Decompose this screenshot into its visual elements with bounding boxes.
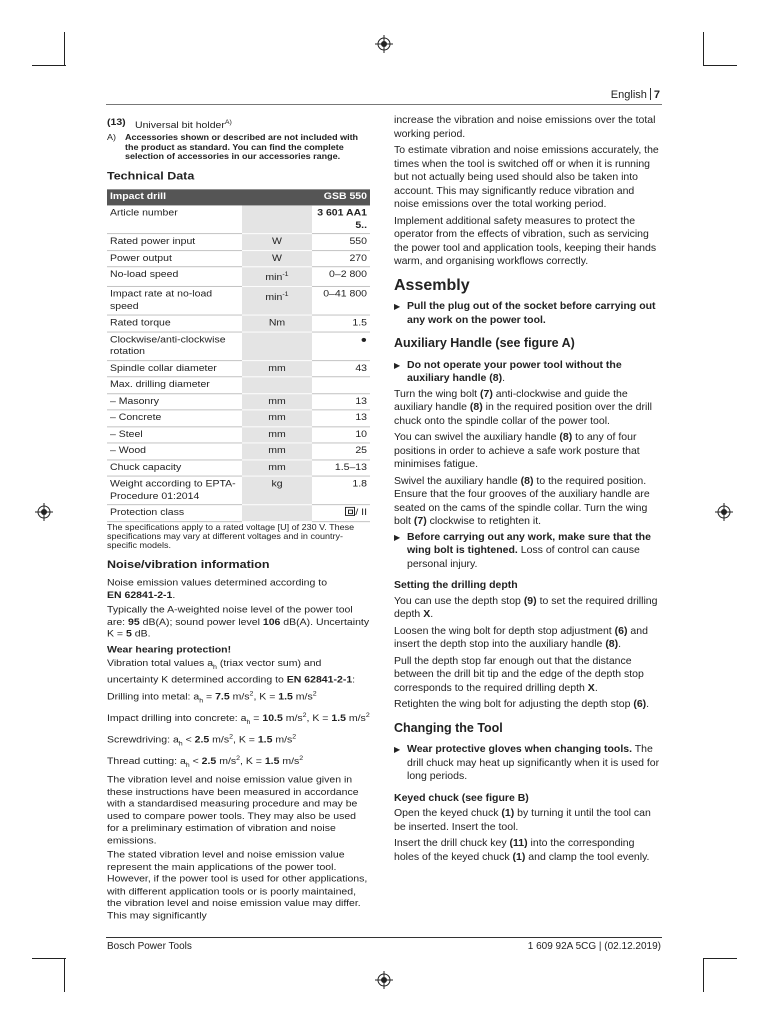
changing-tool-heading: Changing the Tool xyxy=(394,720,503,735)
spec-value: 270 xyxy=(312,250,370,267)
triangle-bullet-icon: ▶ xyxy=(394,745,401,754)
vibration-value-line: Screwdriving: $a_h < 2.5$ $m/s^2$, K = 1.5 $m/s^2$ xyxy=(107,734,297,748)
header-language: English xyxy=(610,89,647,101)
spec-unit: $\min^{-1}$ xyxy=(242,286,312,315)
spec-unit: Nm xyxy=(242,315,312,332)
table-row xyxy=(107,393,370,410)
triangle-bullet-icon: ▶ xyxy=(394,360,401,370)
spec-label: Rated power input xyxy=(107,234,242,251)
paragraph: You can swivel the auxiliary handle (8) to any of four positions in order to achieve a safe work posture that minimises fatigue. xyxy=(394,431,640,470)
registration-mark-icon xyxy=(375,971,393,989)
vibration-value-line: Impact drilling into concrete: $a_h = 10.5$ $m/s^2$, K = 1.5 $m/s^2$ xyxy=(107,712,370,726)
spec-value: ● xyxy=(312,332,370,361)
paragraph: Retighten the wing bolt for adjusting the depth stop (6). xyxy=(394,698,650,710)
paragraph: Swivel the auxiliary handle (8) to the required position. Ensure that the four grooves of the auxiliary handle are seated on the cams of the spindle collar. Turn the wing bolt (7) clockwise to retighten it. xyxy=(394,474,650,527)
footer-rule xyxy=(106,937,662,938)
spec-value: 3 601 AA1 5.. xyxy=(312,205,370,233)
auxiliary-handle-heading: Auxiliary Handle (see figure A) xyxy=(394,336,575,350)
keyed-chuck-heading: Keyed chuck (see figure B) xyxy=(394,791,529,804)
spec-value xyxy=(312,377,370,394)
spec-label: Weight according to EPTA-Procedure 01:2014 xyxy=(107,476,242,505)
spec-label: Protection class xyxy=(107,505,242,522)
paragraph: To estimate vibration and noise emissions accurately, the times when the tool is switched off or when it is running but not actually being used should also be taken into account. This may significantly reduce vibration and noise emissions over the total working period. xyxy=(394,144,659,210)
left-column xyxy=(107,116,370,922)
vibration-value-line: Thread cutting: $a_h < 2.5$ $m/s^2$, K = 1.5 $m/s^2$ xyxy=(107,755,304,770)
spec-label: Clockwise/anti-clockwise rotation xyxy=(107,332,242,361)
spec-unit: W xyxy=(242,234,312,251)
spec-unit xyxy=(242,505,312,522)
spec-value: 1.5–13 xyxy=(312,460,370,477)
table-header-product: Impact drill xyxy=(107,189,242,205)
paragraph: Loosen the wing bolt for depth stop adjustment (6) and insert the depth stop into the auxiliary handle (8). xyxy=(394,624,648,650)
triangle-bullet-icon: ▶ xyxy=(394,532,401,542)
spec-value: 550 xyxy=(312,234,370,251)
spec-unit: mm xyxy=(242,360,312,377)
spec-unit xyxy=(242,377,312,394)
crop-mark xyxy=(703,958,737,959)
spec-label: No-load speed xyxy=(107,267,242,287)
accessories-note: A) Accessories shown or described are not included with the product as standard. You can find the complete selection of accessories in our accessories range. xyxy=(107,132,359,161)
crop-mark xyxy=(703,65,737,66)
table-header-model: GSB 550 xyxy=(312,189,370,205)
spec-unit: mm xyxy=(242,460,312,477)
paragraph: You can use the depth stop (9) to set the required drilling depth X. xyxy=(394,594,658,620)
crop-mark xyxy=(32,65,66,66)
spec-value: 43 xyxy=(312,360,370,377)
spec-value: 1.8 xyxy=(312,476,370,505)
paragraph: Insert the drill chuck key (11) into the corresponding holes of the keyed chuck (1) and clamp the tool evenly. xyxy=(394,837,650,863)
noise-levels-paragraph: Typically the A-weighted noise level of the power tool are: 95 dB(A); sound power level 106 dB(A). Uncertainty K = 5 dB. xyxy=(107,604,370,640)
wear-hearing-protection: Wear hearing protection! xyxy=(107,644,232,655)
table-row xyxy=(107,410,370,427)
warning-bullet: ▶ Pull the plug out of the socket before carrying out any work on the power tool. xyxy=(394,300,656,326)
table-row xyxy=(107,250,370,267)
spec-unit xyxy=(242,332,312,361)
spec-unit xyxy=(242,205,312,233)
noise-paragraph: Noise emission values determined according to EN 62841-2-1. xyxy=(107,577,328,601)
protection-class-icon xyxy=(345,507,355,516)
page-header xyxy=(611,88,660,101)
spec-label: Rated torque xyxy=(107,315,242,332)
spec-label: – Concrete xyxy=(107,410,242,427)
spec-label: Impact rate at no-load speed xyxy=(107,286,242,315)
table-row xyxy=(107,315,370,332)
crop-mark xyxy=(703,958,704,992)
paragraph: Open the keyed chuck (1) by turning it until the tool can be inserted. Insert the tool. xyxy=(394,807,651,833)
spec-label: – Wood xyxy=(107,443,242,460)
footer-brand: Bosch Power Tools xyxy=(107,941,192,952)
spec-label: Chuck capacity xyxy=(107,460,242,477)
registration-mark-icon xyxy=(715,503,733,521)
table-row xyxy=(107,267,370,287)
table-row xyxy=(107,332,370,361)
vibration-value-line: Drilling into metal: $a_h = 7.5$ $m/s^2$, K = 1.5 $m/s^2$ xyxy=(107,691,317,705)
table-row xyxy=(107,286,370,315)
spec-value: 0–41 800 xyxy=(312,286,370,315)
table-row xyxy=(107,234,370,251)
spec-label: Max. drilling diameter xyxy=(107,377,242,394)
spec-unit: mm xyxy=(242,393,312,410)
spec-value: 25 xyxy=(312,443,370,460)
table-row xyxy=(107,426,370,443)
spec-label: Power output xyxy=(107,250,242,267)
warning-bullet: ▶ Before carrying out any work, make sure that the wing bolt is tightened. Loss of control can cause personal injury. xyxy=(394,530,651,570)
page-number: 7 xyxy=(653,89,660,101)
item-13: (13) Universal bit holder$^{A)}$ xyxy=(107,116,232,131)
registration-mark-icon xyxy=(35,503,53,521)
table-row xyxy=(107,443,370,460)
paragraph: Pull the depth stop far enough out that the distance between the drill bit tip and the edge of the depth stop corresponds to the required drilling depth X. xyxy=(394,654,644,694)
paragraph: Turn the wing bolt (7) anti-clockwise and guide the auxiliary handle (8) in the required position over the drill chuck onto the spindle collar of the power tool. xyxy=(394,387,652,427)
vibration-paragraph-2: The vibration level and noise emission value given in these instructions have been measured in accordance with a standardised measuring procedure and may be used to compare power tools. They may also be used for a preliminary estimation of vibration and noise emissions. xyxy=(107,774,359,846)
spec-value: 13 xyxy=(312,410,370,427)
noise-heading: Noise/vibration information xyxy=(107,557,270,570)
spec-unit: mm xyxy=(242,410,312,427)
crop-mark xyxy=(64,958,65,992)
assembly-heading: Assembly xyxy=(394,276,470,294)
spec-value: 0–2 800 xyxy=(312,267,370,287)
right-column xyxy=(394,114,662,864)
spec-unit: mm xyxy=(242,426,312,443)
spec-label: Spindle collar diameter xyxy=(107,360,242,377)
paragraph: increase the vibration and noise emissions over the total working period. xyxy=(394,114,656,140)
table-footnote: The specifications apply to a rated voltage [U] of 230 V. These specifications may vary at different voltages and in country-specific models. xyxy=(107,522,355,550)
drilling-depth-heading: Setting the drilling depth xyxy=(394,579,518,591)
spec-label: Article number xyxy=(107,205,242,233)
table-row xyxy=(107,377,370,394)
spec-value: 13 xyxy=(312,393,370,410)
paragraph: Implement additional safety measures to protect the operator from the effects of vibration, such as servicing the power tool and application tools, keeping their hands warm, and organising workflows correctly. xyxy=(394,214,657,267)
spec-value: / II xyxy=(312,505,370,522)
table-row xyxy=(107,205,370,233)
crop-mark xyxy=(64,32,65,66)
vibration-paragraph-3: The stated vibration level and noise emission value represent the main applications of the power tool. However, if the power tool is used for other applications, with different application tools or is poorly maintained, the vibration level and noise emission value may differ. This may significantly xyxy=(107,849,368,922)
spec-unit: $\min^{-1}$ xyxy=(242,267,312,287)
vibration-paragraph: Vibration total values $a_h$ (triax vector sum) and uncertainty K determined according to EN 62841-2-1: xyxy=(107,658,356,685)
header-rule xyxy=(106,104,662,105)
spec-unit: kg xyxy=(242,476,312,505)
spec-value: 10 xyxy=(312,426,370,443)
vibration-values xyxy=(107,689,370,773)
spec-unit: W xyxy=(242,250,312,267)
table-row xyxy=(107,505,370,522)
table-row xyxy=(107,476,370,505)
spec-label: – Steel xyxy=(107,426,242,443)
table-row xyxy=(107,360,370,377)
crop-mark xyxy=(32,958,66,959)
warning-bullet: ▶ Wear protective gloves when changing tools. The drill chuck may heat up significantly when it is used for long periods. xyxy=(394,743,660,782)
crop-mark xyxy=(703,32,704,66)
triangle-bullet-icon: ▶ xyxy=(394,302,401,311)
spec-label: – Masonry xyxy=(107,393,242,410)
spec-value: 1.5 xyxy=(312,315,370,332)
footer-document-number: 1 609 92A 5CG | (02.12.2019) xyxy=(527,941,661,952)
warning-bullet: ▶ Do not operate your power tool without the auxiliary handle (8). xyxy=(394,358,622,384)
registration-mark-icon xyxy=(375,35,393,53)
technical-data-table xyxy=(107,189,370,521)
table-row xyxy=(107,460,370,477)
technical-data-heading: Technical Data xyxy=(107,169,195,182)
spec-unit: mm xyxy=(242,443,312,460)
